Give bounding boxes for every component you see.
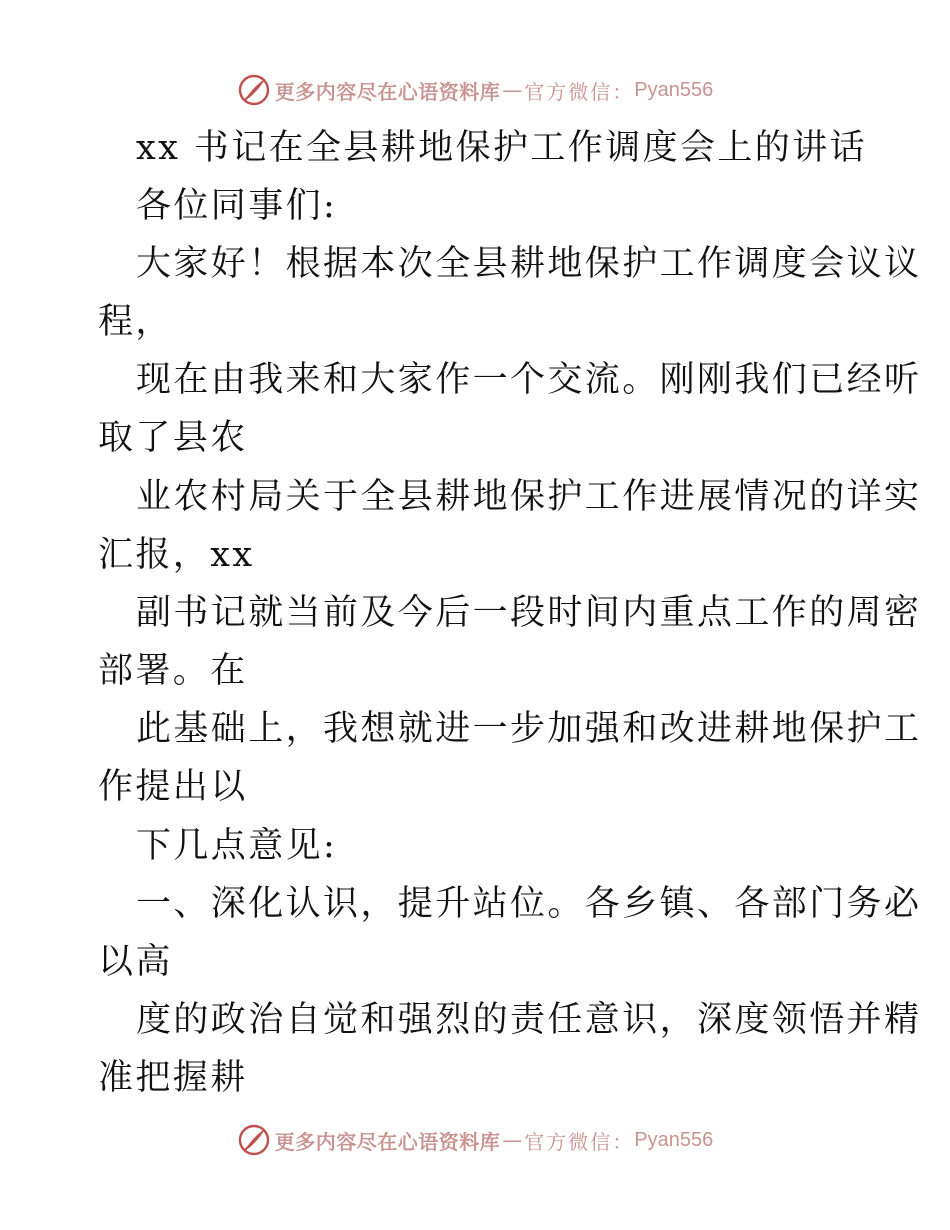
paragraph-line: 度的政治自觉和强烈的责任意识，深度领悟并精 [136,1000,922,1040]
paragraph-line: 副书记就当前及今后一段时间内重点工作的周密 [136,593,922,633]
paragraph-line: 此基础上，我想就进一步加强和改进耕地保护工 [136,709,922,749]
banner-slogan: 更多内容尽在心语资料库 [274,79,501,104]
quill-seal-icon [237,1123,271,1157]
banner-separator: — [502,78,523,102]
paragraph-line: 部署。在 [98,651,248,691]
paragraph-line: 以高 [98,942,173,982]
paragraph-line: 准把握耕 [98,1058,248,1098]
paragraph-line: 业农村局关于全县耕地保护工作进展情况的详实 [136,477,922,517]
banner-content [237,73,713,107]
salutation: 各位同事们: [136,186,338,226]
paragraph-line: 大家好！根据本次全县耕地保护工作调度会议议 [136,244,922,284]
document-title: xx 书记在全县耕地保护工作调度会上的讲话 [136,128,868,168]
section-heading-line: 一、深化认识，提升站位。各乡镇、各部门务必 [136,884,922,924]
banner-separator: — [502,1128,523,1152]
paragraph-line: 汇报，xx [98,535,255,575]
banner-wechat-id: Pyan556 [634,78,714,101]
footer-banner [0,1120,950,1160]
quill-seal-icon [237,73,271,107]
banner-wechat-label: 官方微信： [524,1129,635,1154]
paragraph-line: 取了县农 [98,418,248,458]
header-banner [0,70,950,110]
banner-wechat-label: 官方微信： [524,79,635,104]
banner-slogan: 更多内容尽在心语资料库 [274,1129,501,1154]
paragraph-line: 作提出以 [98,767,248,807]
banner-wechat-id: Pyan556 [634,1128,714,1151]
paragraph-line: 下几点意见: [136,826,338,866]
paragraph-line: 程， [98,302,173,342]
paragraph-line: 现在由我来和大家作一个交流。刚刚我们已经听 [136,360,922,400]
banner-content [237,1123,713,1157]
